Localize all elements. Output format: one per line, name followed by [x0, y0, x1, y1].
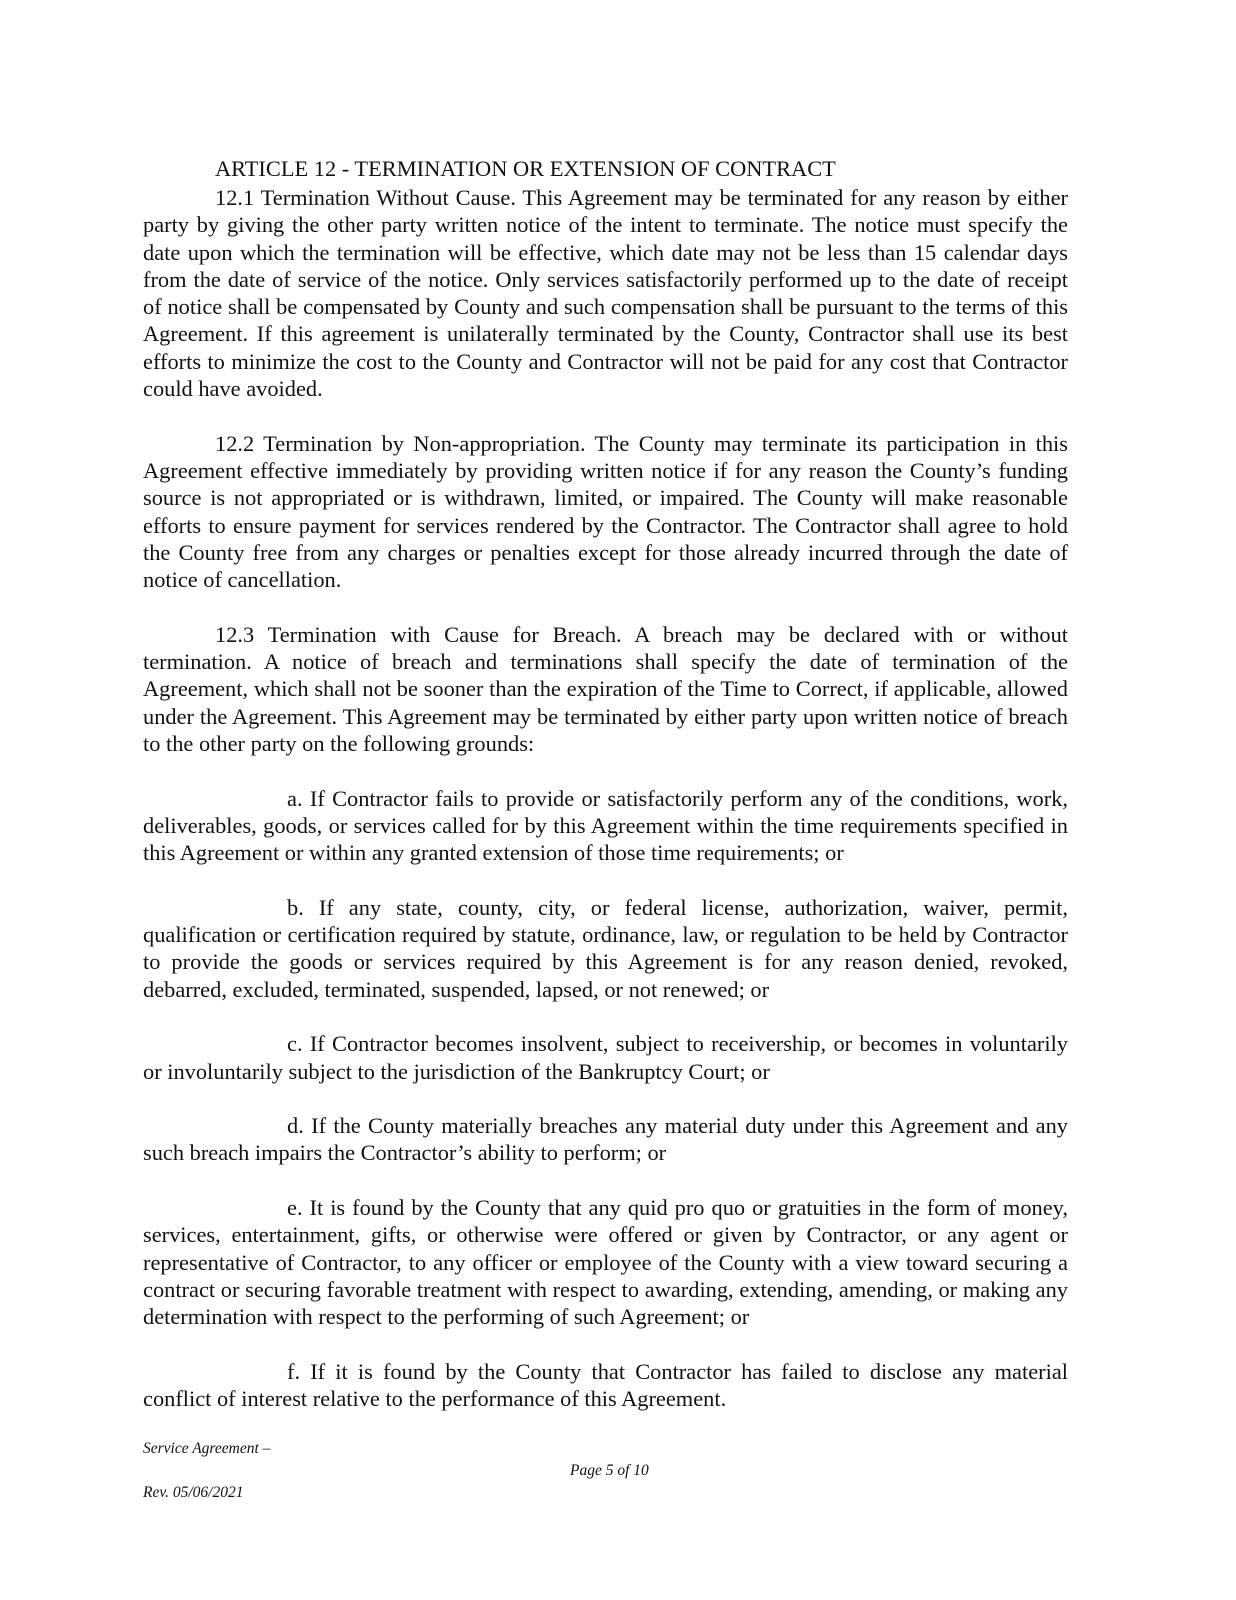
- paragraph-gap: [143, 757, 1068, 784]
- paragraph-gap: [143, 593, 1068, 620]
- article-heading: ARTICLE 12 - TERMINATION OR EXTENSION OF CONTRACT: [215, 156, 836, 181]
- paragraph-gap: [143, 1085, 1068, 1112]
- paragraph-gap: [143, 402, 1068, 429]
- footer-page-number: Page 5 of 10: [570, 1462, 649, 1479]
- footer-doc-title: Service Agreement –: [143, 1440, 271, 1457]
- paragraph-gap: [143, 866, 1068, 893]
- paragraph-gap: [143, 1167, 1068, 1194]
- section-12-1: 12.1 Termination Without Cause. This Agreement may be terminated for any reason by either party by giving the other party written notice of the intent to terminate. The notice must specify the date upon which the termination will be effective, which date may not be less than 15 calendar days from the date of service of the notice. Only services satisfactorily performed up to the date of receipt of notice shall be compensated by County and such compensation shall be pursuant to the terms of this Agreement. If this agreement is unilaterally terminated by the County, Contractor shall use its best efforts to minimize the cost to the County and Contractor will not be paid for any cost that Contractor could have avoided.: [143, 185, 1068, 402]
- paragraph-gap: [143, 1003, 1068, 1030]
- ground-a: a. If Contractor fails to provide or satisfactorily perform any of the conditions, work, deliverables, goods, or services called for by this Agreement within the time requirements specified in this Agreement or within any granted extension of those time requirements; or: [143, 785, 1068, 866]
- ground-e: e. It is found by the County that any quid pro quo or gratuities in the form of money, services, entertainment, gifts, or otherwise were offered or given by Contractor, or any agent or representative of Contractor, to any officer or employee of the County with a view toward securing a contract or securing favorable treatment with respect to awarding, extending, amending, or making any determination with respect to the performing of such Agreement; or: [143, 1194, 1068, 1330]
- ground-b: b. If any state, county, city, or federal license, authorization, waiver, permit, qualification or certification required by statute, ordinance, law, or regulation to be held by Contractor to provide the goods or services required by this Agreement is for any reason denied, revoked, debarred, excluded, terminated, suspended, lapsed, or not renewed; or: [143, 894, 1068, 1002]
- ground-d: d. If the County materially breaches any material duty under this Agreement and any such breach impairs the Contractor’s ability to perform; or: [143, 1113, 1068, 1166]
- paragraph-gap: [143, 1330, 1068, 1357]
- footer-revision: Rev. 05/06/2021: [143, 1484, 244, 1501]
- page-footer: [143, 1440, 1068, 1520]
- section-12-2: 12.2 Termination by Non-appropriation. The County may terminate its participation in this Agreement effective immediately by providing written notice if for any reason the County’s funding source is not appropriated or is withdrawn, limited, or impaired. The County will make reasonable efforts to ensure payment for services rendered by the Contractor. The Contractor shall agree to hold the County free from any charges or penalties except for those already incurred through the date of notice of cancellation.: [143, 430, 1068, 593]
- section-12-3: 12.3 Termination with Cause for Breach. A breach may be declared with or without termination. A notice of breach and terminations shall specify the date of termination of the Agreement, which shall not be sooner than the expiration of the Time to Correct, if applicable, allowed under the Agreement. This Agreement may be terminated by either party upon written notice of breach to the other party on the following grounds:: [143, 621, 1068, 756]
- ground-c: c. If Contractor becomes insolvent, subject to receivership, or becomes in voluntarily or involuntarily subject to the jurisdiction of the Bankruptcy Court; or: [143, 1031, 1068, 1084]
- ground-f: f. If it is found by the County that Contractor has failed to disclose any material conflict of interest relative to the performance of this Agreement.: [143, 1358, 1068, 1412]
- document-body: [143, 154, 1068, 1412]
